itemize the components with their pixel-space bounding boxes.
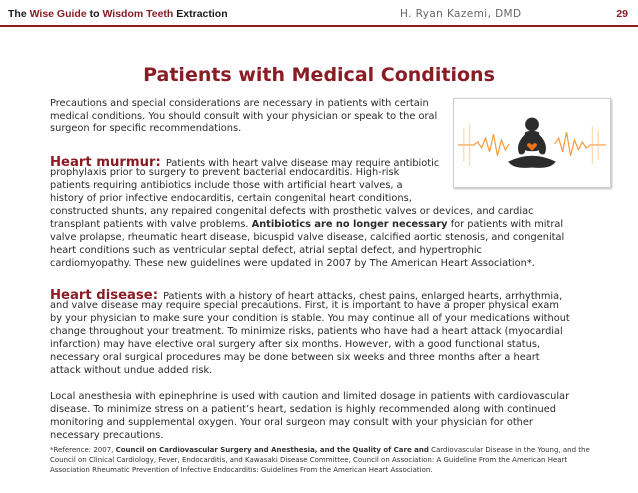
disease-first-line: Patients with a history of heart attacks, chest pains, enlarged hearts, arrhythmia, <box>163 291 563 302</box>
murmur-heading: Heart murmur: <box>50 155 161 170</box>
murmur-line: valve prolapse, rheumatic heart disease, bicuspid valve disease, calcified aortic stenosis, and congenital <box>50 232 565 243</box>
murmur-line: heart conditions such as ventricular septal defect, atrial septal defect, and hypertrophic <box>50 245 482 256</box>
disease-line: attack without undue added risk. <box>50 365 213 376</box>
page-title: Patients with Medical Conditions <box>143 64 495 86</box>
reference-line: Association Rheumatic Prevention of Infective Endocarditis: Guidelines From the American Heart Association. <box>50 465 433 474</box>
reference-line: *Reference: 2007, Council on Cardiovascular Surgery and Anesthesia, and the Quality of Care and Cardiovascular Disease in the Young, and the <box>50 446 590 454</box>
disease-line: and valve disease may require special precautions. First, it is important to have a proper physical exam <box>50 300 559 311</box>
murmur-line: prophylaxis prior to surgery to prevent bacterial endocarditis. High-risk <box>50 167 400 178</box>
intro-line: Precautions and special considerations are necessary in patients with certain <box>50 98 429 109</box>
author-name: H. Ryan Kazemi, DMD <box>400 8 522 20</box>
intro-line: surgeon for specific recommendations. <box>50 123 242 134</box>
reference-line: Council on Clinical Cardiology, Fever, Endocarditis, and Kawasaki Disease Committee, Council on Association: A Guideline From the American Heart <box>50 455 568 464</box>
page-number: 29 <box>616 8 628 20</box>
murmur-first-line: Patients with heart valve disease may require antibiotic <box>165 158 440 169</box>
anesthesia-line: Local anesthesia with epinephrine is used with caution and limited dosage in patients with cardiovascular <box>50 391 570 402</box>
disease-heading: Heart disease: <box>50 288 158 303</box>
murmur-line: constructed shunts, any repaired congenital defects with prosthetic valves or devices, and cardiac <box>50 206 534 217</box>
disease-line: infarction) may have elective oral surgery after six months. However, with a good functional status, <box>50 339 541 350</box>
disease-line: by your physician to make sure your condition is stable. You may continue all of your medications without <box>50 313 570 324</box>
disease-line: change throughout your treatment. To minimize risks, patients who have had a heart attack (myocardial <box>50 326 563 337</box>
murmur-line-antibiotics: transplant patients with valve problems. Antibiotics are no longer necessary for patients with mitral <box>50 219 564 230</box>
anesthesia-line: disease. To minimize stress on a patient’s heart, sedation is highly recommended along with continued <box>50 404 556 415</box>
murmur-line: history of prior infective endocarditis, certain congenital heart conditions, <box>50 193 412 204</box>
meditation-figure-image <box>453 98 611 188</box>
intro-line: medical conditions. You should consult with your physician or speak to the oral <box>50 110 438 122</box>
disease-line: necessary oral surgical procedures may be done between six weeks and three months after a heart <box>50 352 540 363</box>
reference-footnote <box>50 446 590 475</box>
murmur-line: cardiomyopathy. These new guidelines were updated in 2007 by The American Heart Association*. <box>50 258 535 269</box>
anesthesia-line: necessary precautions. <box>50 430 164 441</box>
murmur-line: patients requiring antibiotics include those with artificial heart valves, a <box>50 180 403 191</box>
header-rule <box>0 25 638 27</box>
antibiotics-emphasis: Antibiotics are no longer necessary <box>251 219 448 230</box>
book-title: The Wise Guide to Wisdom Teeth Extraction <box>8 8 228 20</box>
anesthesia-line: monitoring and supplemental oxygen. Your oral surgeon may consult with your physician for other <box>50 417 533 428</box>
